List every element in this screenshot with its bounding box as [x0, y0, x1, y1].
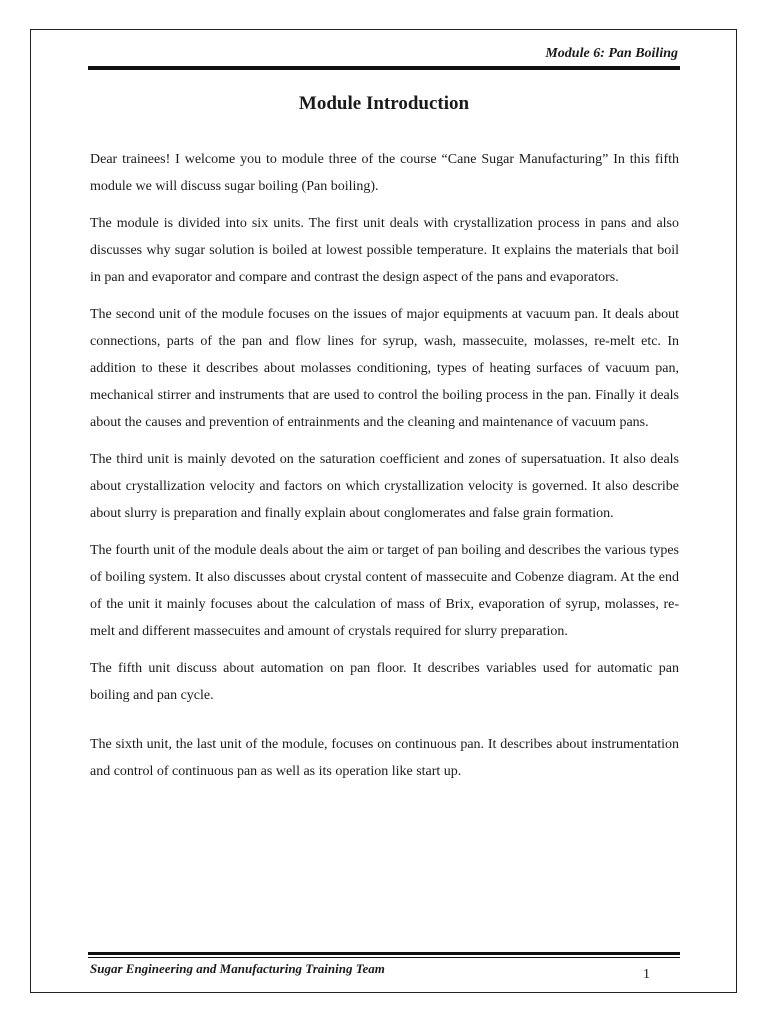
paragraph-unit-two: The second unit of the module focuses on the issues of major equipments at vacuum pan. It deals about connections, parts of the pan and flow lines for syrup, wash, massecuite, molasses, re-melt etc. In addition to these it describes about molasses conditioning, types of heating surfaces of vacuum pan, mechanical stirrer and instruments that are used to control the boiling process in the pan. Finally it deals about the causes and prevention of entrainments and the cleaning and maintenance of vacuum pans. — [90, 307, 679, 430]
footer-text: Sugar Engineering and Manufacturing Training Team — [90, 961, 385, 976]
page-number: 1 — [643, 967, 650, 982]
paragraph-unit-six: The sixth unit, the last unit of the module, focuses on continuous pan. It describes about instrumentation and control of continuous pan as well as its operation like start up. — [90, 737, 679, 779]
footer-rule-thick — [88, 952, 680, 955]
paragraph-unit-four: The fourth unit of the module deals about the aim or target of pan boiling and describes the various types of boiling system. It also discusses about crystal content of massecuite and Cobenze diagram. At the end of the unit it mainly focuses about the calculation of mass of Brix, evaporation of syrup, molasses, re-melt and different massecuites and amount of crystals required for slurry preparation. — [90, 543, 679, 639]
paragraph-welcome: Dear trainees! I welcome you to module three of the course “Cane Sugar Manufacturing” In this fifth module we will discuss sugar boiling (Pan boiling). — [90, 152, 679, 194]
page-title: Module Introduction — [298, 93, 470, 114]
paragraph-unit-three: The third unit is mainly devoted on the saturation coefficient and zones of supersatuation. It also deals about crystallization velocity and factors on which crystallization velocity is governed. It also describe about slurry is preparation and finally explain about conglomerates and false grain formation. — [90, 452, 679, 521]
footer-rule-thin — [88, 957, 680, 958]
paragraph-unit-overview: The module is divided into six units. The first unit deals with crystallization process in pans and also discusses why sugar solution is boiled at lowest possible temperature. It explains the materials that boil in pan and evaporator and compare and contrast the design aspect of the pans and evaporators. — [90, 216, 679, 285]
header-rule — [88, 66, 680, 70]
document-body — [90, 146, 679, 795]
paragraph-unit-five: The fifth unit discuss about automation on pan floor. It describes variables used for automatic pan boiling and pan cycle. — [90, 661, 679, 703]
header-title: Module 6: Pan Boiling — [545, 46, 678, 61]
